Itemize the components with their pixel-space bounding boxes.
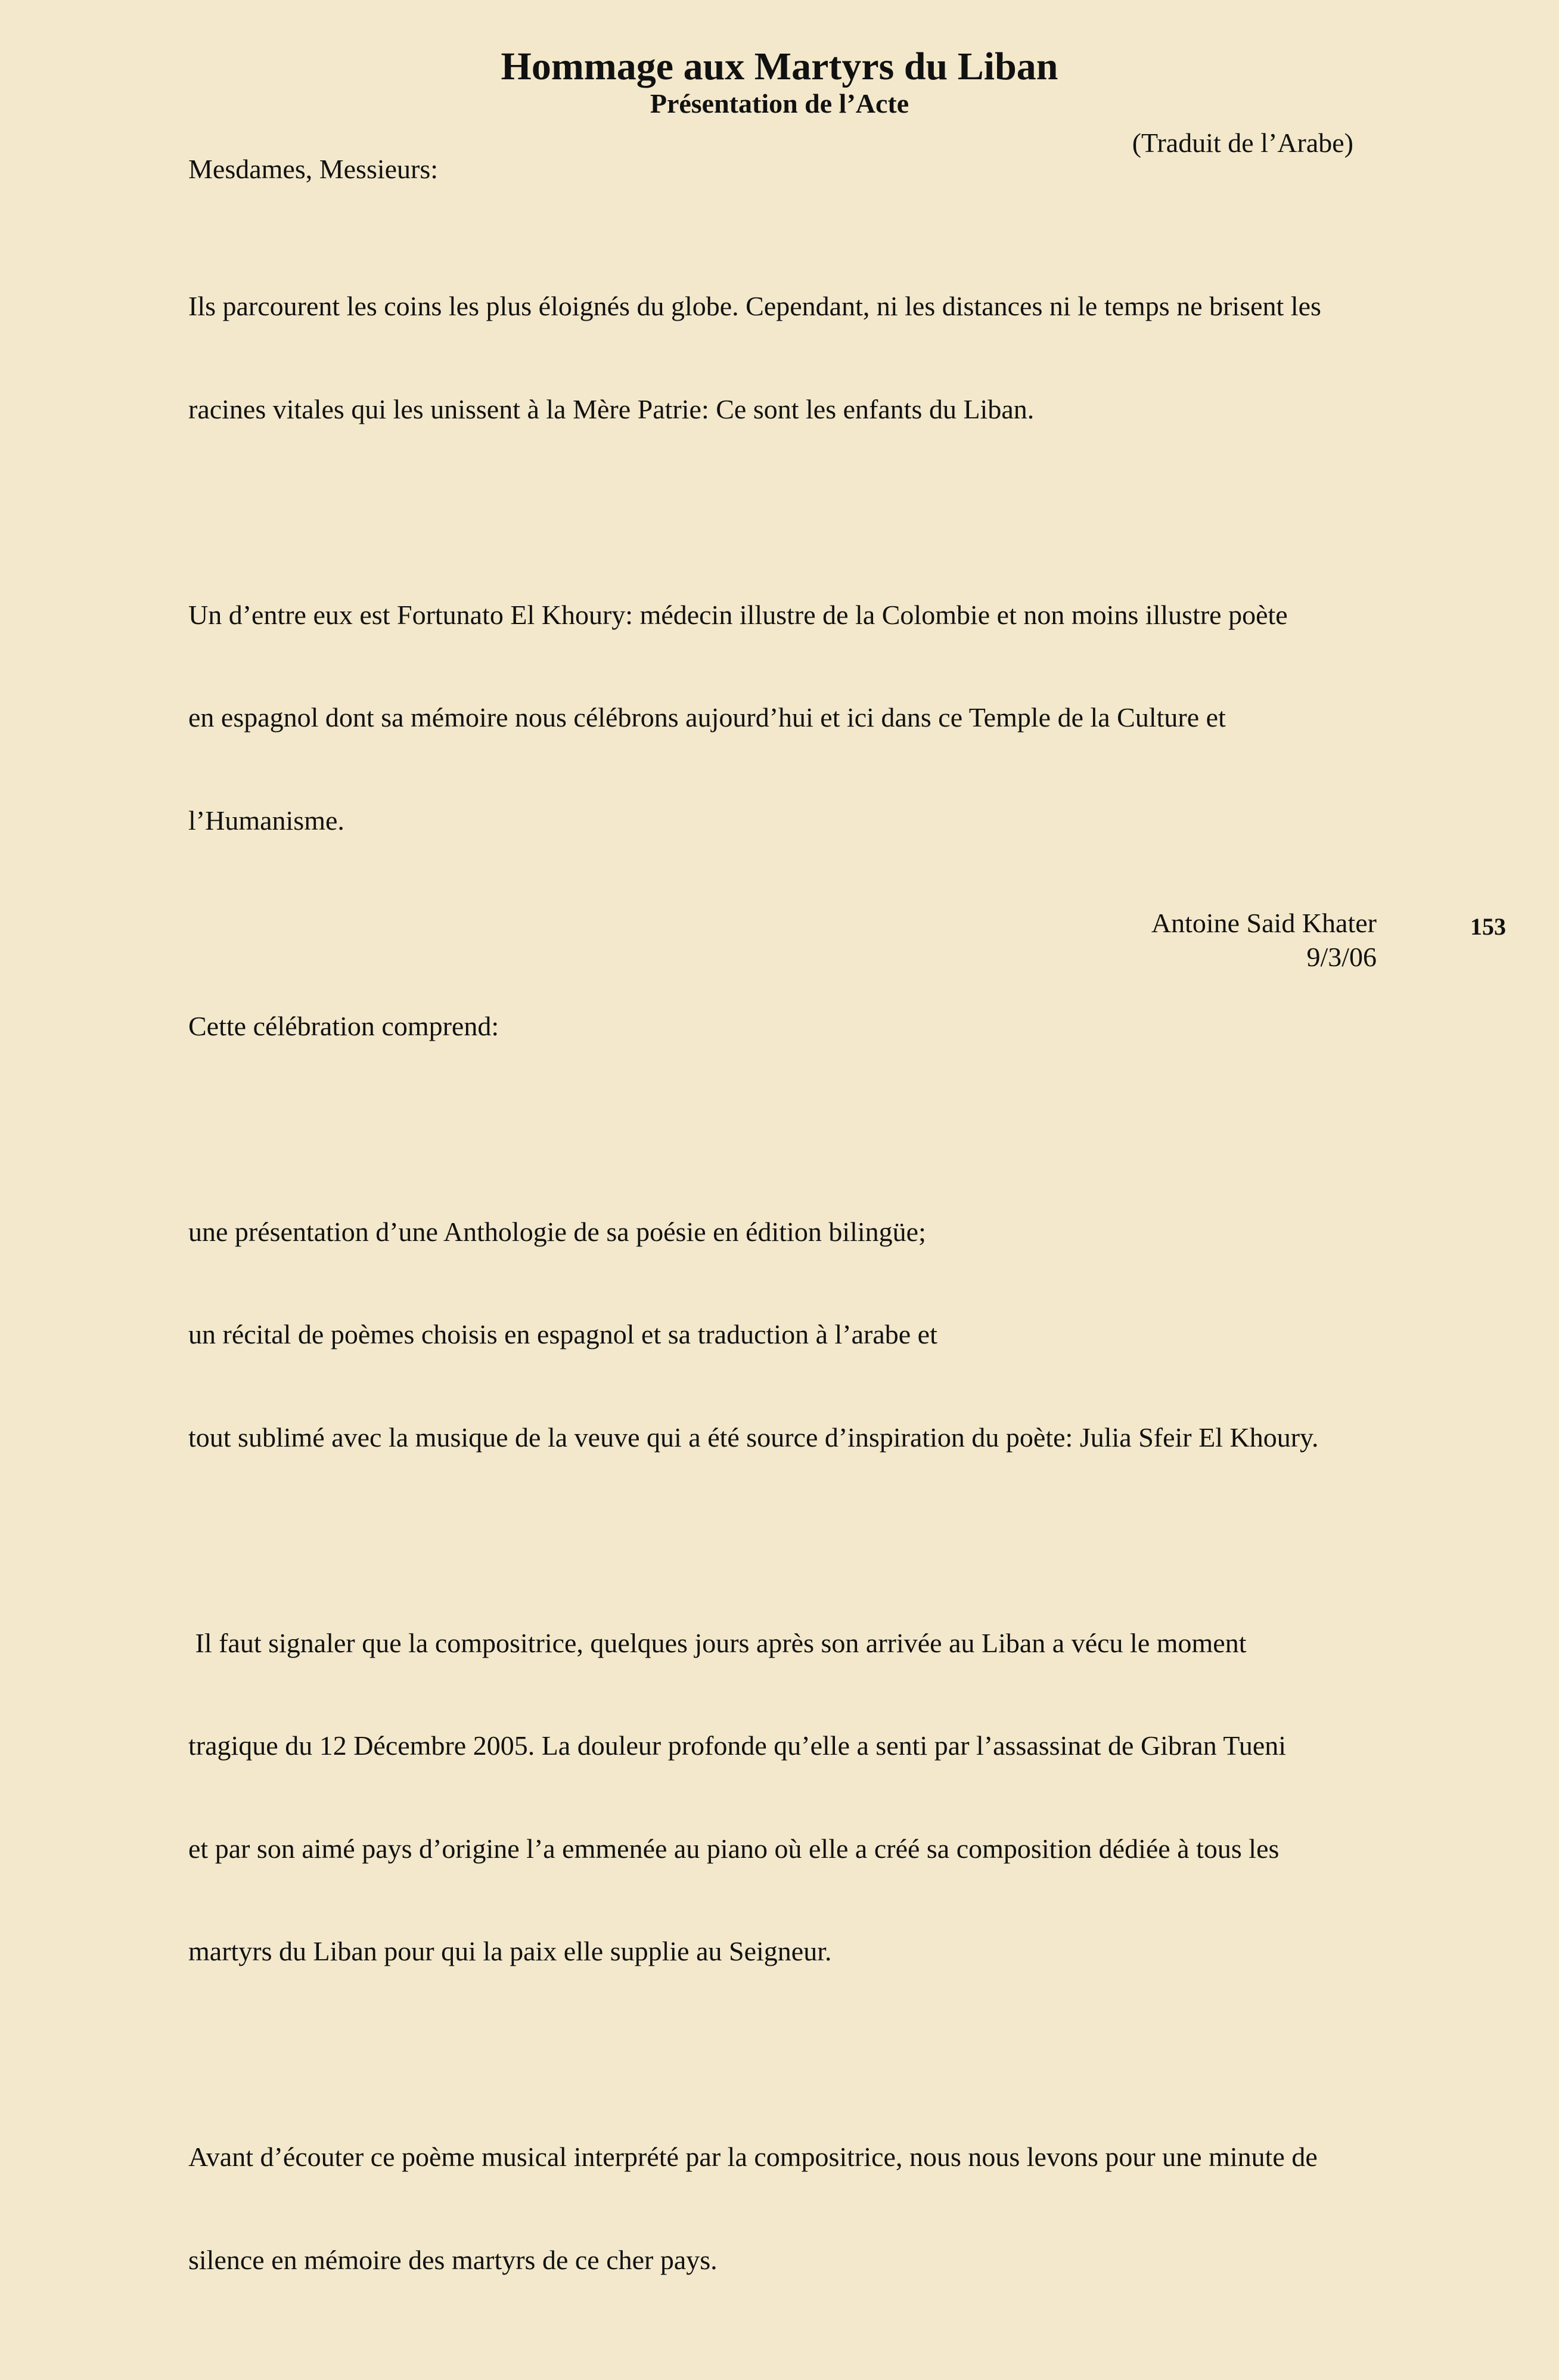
- paragraph: [188, 1557, 1410, 2037]
- paragraph-line: Cette célébration comprend:: [188, 1010, 499, 1041]
- signature-date: 9/3/06: [1306, 942, 1377, 972]
- paragraph-line: Un d’entre eux est Fortunato El Khoury: médecin illustre de la Colombie et non moins illustre poète: [188, 599, 1288, 630]
- paragraph-line: en espagnol dont sa mémoire nous célébrons aujourd’hui et ici dans ce Temple de la Culture et: [188, 702, 1226, 733]
- paragraph: [188, 221, 1410, 495]
- document-body: [188, 152, 1410, 2380]
- paragraph: [188, 2071, 1410, 2345]
- paragraph-line: une présentation d’une Anthologie de sa poésie en édition bilingüe;: [188, 1216, 926, 1247]
- translation-note: (Traduit de l’Arabe): [1132, 128, 1353, 158]
- signature-name: Antoine Said Khater: [1151, 908, 1377, 938]
- paragraph-line: silence en mémoire des martyrs de ce cher pays.: [188, 2244, 718, 2275]
- paragraph: [188, 1146, 1410, 1523]
- document-title: Hommage aux Martyrs du Liban: [501, 45, 1058, 88]
- paragraph: [188, 529, 1410, 907]
- salutation: Mesdames, Messieurs:: [188, 154, 439, 184]
- paragraph-line: Il faut signaler que la compositrice, quelques jours après son arrivée au Liban a vécu le moment: [188, 1627, 1247, 1658]
- paragraph-line: Avant d’écouter ce poème musical interprété par la compositrice, nous nous levons pour une minute de: [188, 2142, 1318, 2172]
- paragraph-line: tragique du 12 Décembre 2005. La douleur profonde qu’elle a senti par l’assassinat de Gibran Tueni: [188, 1730, 1287, 1761]
- paragraph-line: tout sublimé avec la musique de la veuve qui a été source d’inspiration du poète: Julia Sfeir El Khoury.: [188, 1422, 1319, 1453]
- paragraph-line: racines vitales qui les unissent à la Mère Patrie: Ce sont les enfants du Liban.: [188, 393, 1035, 424]
- paragraph-line: un récital de poèmes choisis en espagnol et sa traduction à l’arabe et: [188, 1319, 937, 1349]
- paragraph-line: martyrs du Liban pour qui la paix elle supplie au Seigneur.: [188, 1936, 832, 1966]
- page-number: 153: [1470, 913, 1506, 940]
- paragraph-line: Ils parcourent les coins les plus éloignés du globe. Cependant, ni les distances ni le temps ne brisent les: [188, 291, 1321, 321]
- signature-block: [1151, 906, 1377, 974]
- document-subtitle: Présentation de l’Acte: [650, 88, 909, 119]
- paragraph-line: l’Humanisme.: [188, 805, 344, 836]
- paragraph-line: et par son aimé pays d’origine l’a emmenée au piano où elle a créé sa composition dédiée à tous les: [188, 1833, 1280, 1864]
